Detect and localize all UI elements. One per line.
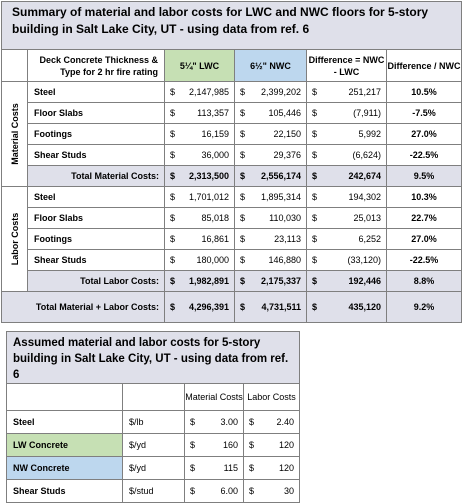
- header-lwc: 5¼" LWC: [165, 50, 235, 82]
- currency-symbol: $: [244, 411, 258, 434]
- difference-total: 192,446: [321, 271, 387, 292]
- row-item: Steel: [7, 411, 123, 434]
- difference-value: 25,013: [321, 208, 387, 229]
- row-item: Floor Slabs: [28, 208, 165, 229]
- currency-symbol: $: [235, 208, 249, 229]
- labor-total-label: Total Labor Costs:: [28, 271, 165, 292]
- difference-pct-value: 10.5%: [387, 82, 462, 103]
- material-cost-value: 6.00: [199, 480, 244, 503]
- difference-pct-total: 8.8%: [387, 271, 462, 292]
- table-row: [2, 82, 462, 103]
- currency-symbol: $: [165, 124, 179, 145]
- currency-symbol: $: [235, 166, 249, 187]
- lwc-total: 2,313,500: [179, 166, 235, 187]
- header-difference: Difference = NWC - LWC: [307, 50, 387, 82]
- currency-symbol: $: [185, 480, 199, 503]
- assumed-costs-title: Assumed material and labor costs for 5-story building in Salt Lake City, UT - using data from ref. 6: [7, 332, 300, 384]
- nwc-value: 23,113: [249, 229, 307, 250]
- material-cost-value: 115: [199, 457, 244, 480]
- header-nwc: 6½" NWC: [235, 50, 307, 82]
- nwc-value: 1,895,314: [249, 187, 307, 208]
- labor-cost-value: 120: [258, 457, 300, 480]
- row-unit: $/stud: [123, 480, 185, 503]
- row-item: Steel: [28, 187, 165, 208]
- row-item: Shear Studs: [28, 145, 165, 166]
- difference-pct-value: 22.7%: [387, 208, 462, 229]
- header-blank: [123, 384, 185, 411]
- currency-symbol: $: [165, 166, 179, 187]
- difference-value: (6,624): [321, 145, 387, 166]
- currency-symbol: $: [185, 457, 199, 480]
- difference-pct-value: 10.3%: [387, 187, 462, 208]
- material-total-row: [2, 166, 462, 187]
- currency-symbol: $: [165, 145, 179, 166]
- difference-value: 5,992: [321, 124, 387, 145]
- row-item: NW Concrete: [7, 457, 123, 480]
- difference-pct-value: -22.5%: [387, 145, 462, 166]
- summary-table: [1, 1, 462, 323]
- currency-symbol: $: [235, 250, 249, 271]
- row-item: Shear Studs: [7, 480, 123, 503]
- difference-pct-value: 27.0%: [387, 229, 462, 250]
- currency-symbol: $: [307, 229, 321, 250]
- lwc-total: 1,982,891: [179, 271, 235, 292]
- material-cost-value: 3.00: [199, 411, 244, 434]
- nwc-value: 2,399,202: [249, 82, 307, 103]
- currency-symbol: $: [185, 411, 199, 434]
- currency-symbol: $: [235, 145, 249, 166]
- row-item: Shear Studs: [28, 250, 165, 271]
- summary-header-row: [2, 50, 462, 82]
- currency-symbol: $: [307, 208, 321, 229]
- labor-cost-value: 2.40: [258, 411, 300, 434]
- table-row: [7, 480, 300, 503]
- lwc-value: 180,000: [179, 250, 235, 271]
- row-item: Footings: [28, 229, 165, 250]
- labor-costs-group-label: Labor Costs: [2, 187, 28, 292]
- currency-symbol: $: [235, 124, 249, 145]
- header-difference-pct: Difference / NWC: [387, 50, 462, 82]
- nwc-value: 146,880: [249, 250, 307, 271]
- nwc-value: 110,030: [249, 208, 307, 229]
- currency-symbol: $: [165, 292, 179, 323]
- difference-value: 251,217: [321, 82, 387, 103]
- lwc-value: 36,000: [179, 145, 235, 166]
- table-row: [2, 124, 462, 145]
- currency-symbol: $: [165, 250, 179, 271]
- currency-symbol: $: [235, 229, 249, 250]
- lwc-grand-total: 4,296,391: [179, 292, 235, 323]
- currency-symbol: $: [165, 187, 179, 208]
- table-row: [2, 250, 462, 271]
- header-labor-costs: Labor Costs: [244, 384, 300, 411]
- lwc-value: 85,018: [179, 208, 235, 229]
- grand-total-row: [2, 292, 462, 323]
- grand-total-label: Total Material + Labor Costs:: [2, 292, 165, 323]
- currency-symbol: $: [244, 480, 258, 503]
- labor-total-row: [2, 271, 462, 292]
- assumed-header-row: [7, 384, 300, 411]
- lwc-value: 1,701,012: [179, 187, 235, 208]
- difference-pct-total: 9.5%: [387, 166, 462, 187]
- difference-pct-value: -22.5%: [387, 250, 462, 271]
- table-row: [2, 229, 462, 250]
- nwc-grand-total: 4,731,511: [249, 292, 307, 323]
- currency-symbol: $: [235, 82, 249, 103]
- table-row: [2, 187, 462, 208]
- table-row: [2, 103, 462, 124]
- currency-symbol: $: [165, 229, 179, 250]
- row-item: Steel: [28, 82, 165, 103]
- nwc-total: 2,175,337: [249, 271, 307, 292]
- material-cost-value: 160: [199, 434, 244, 457]
- currency-symbol: $: [185, 434, 199, 457]
- lwc-value: 16,159: [179, 124, 235, 145]
- difference-pct-grand-total: 9.2%: [387, 292, 462, 323]
- currency-symbol: $: [244, 457, 258, 480]
- header-blank: [7, 384, 123, 411]
- currency-symbol: $: [307, 103, 321, 124]
- currency-symbol: $: [307, 82, 321, 103]
- currency-symbol: $: [307, 145, 321, 166]
- currency-symbol: $: [307, 166, 321, 187]
- row-unit: $/yd: [123, 457, 185, 480]
- header-corner: [2, 50, 28, 82]
- lwc-value: 113,357: [179, 103, 235, 124]
- lwc-value: 2,147,985: [179, 82, 235, 103]
- material-costs-group-label: Material Costs: [2, 82, 28, 187]
- difference-pct-value: 27.0%: [387, 124, 462, 145]
- table-row: [2, 208, 462, 229]
- row-item: Footings: [28, 124, 165, 145]
- header-deck: Deck Concrete Thickness & Type for 2 hr fire rating: [28, 50, 165, 82]
- currency-symbol: $: [307, 271, 321, 292]
- currency-symbol: $: [307, 292, 321, 323]
- currency-symbol: $: [165, 208, 179, 229]
- currency-symbol: $: [165, 82, 179, 103]
- row-unit: $/lb: [123, 411, 185, 434]
- currency-symbol: $: [235, 271, 249, 292]
- difference-pct-value: -7.5%: [387, 103, 462, 124]
- currency-symbol: $: [235, 292, 249, 323]
- currency-symbol: $: [307, 124, 321, 145]
- currency-symbol: $: [235, 103, 249, 124]
- currency-symbol: $: [235, 187, 249, 208]
- currency-symbol: $: [244, 434, 258, 457]
- row-unit: $/yd: [123, 434, 185, 457]
- currency-symbol: $: [165, 103, 179, 124]
- summary-title: Summary of material and labor costs for LWC and NWC floors for 5-story building in Salt Lake City, UT - using data from ref. 6: [2, 2, 462, 50]
- difference-value: (7,911): [321, 103, 387, 124]
- table-row: [7, 411, 300, 434]
- table-row: [2, 145, 462, 166]
- nwc-value: 105,446: [249, 103, 307, 124]
- currency-symbol: $: [165, 271, 179, 292]
- difference-total: 242,674: [321, 166, 387, 187]
- difference-value: (33,120): [321, 250, 387, 271]
- nwc-value: 29,376: [249, 145, 307, 166]
- lwc-value: 16,861: [179, 229, 235, 250]
- row-item: LW Concrete: [7, 434, 123, 457]
- assumed-costs-table: [6, 331, 300, 503]
- labor-cost-value: 120: [258, 434, 300, 457]
- difference-grand-total: 435,120: [321, 292, 387, 323]
- table-row: [7, 457, 300, 480]
- currency-symbol: $: [307, 250, 321, 271]
- labor-cost-value: 30: [258, 480, 300, 503]
- table-row: [7, 434, 300, 457]
- nwc-value: 22,150: [249, 124, 307, 145]
- currency-symbol: $: [307, 187, 321, 208]
- difference-value: 6,252: [321, 229, 387, 250]
- material-total-label: Total Material Costs:: [28, 166, 165, 187]
- difference-value: 194,302: [321, 187, 387, 208]
- nwc-total: 2,556,174: [249, 166, 307, 187]
- row-item: Floor Slabs: [28, 103, 165, 124]
- header-material-costs: Material Costs: [185, 384, 244, 411]
